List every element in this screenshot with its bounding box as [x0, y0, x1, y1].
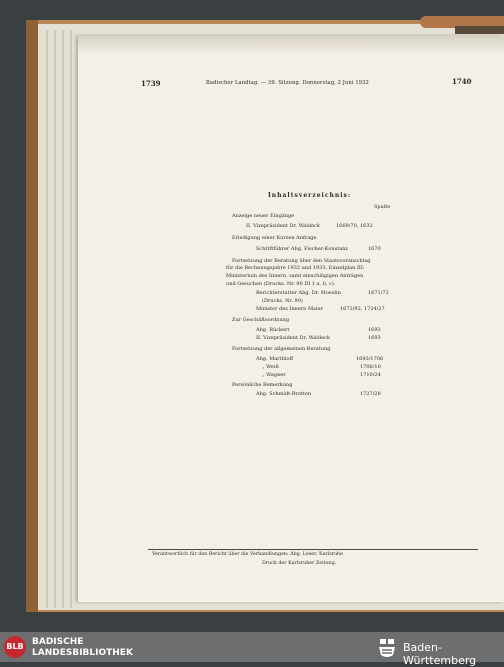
toc-entry: Persönliche Bemerkung — [232, 382, 293, 388]
blb-logo[interactable]: BLB — [4, 636, 26, 658]
page-edge — [62, 30, 64, 608]
toc-entry: Abg. Schmidt-Bretten — [256, 391, 312, 397]
toc-page: 1693 — [368, 335, 381, 341]
toc-page: 1706/10 — [360, 364, 381, 370]
toc-page: 1693 — [368, 327, 381, 333]
library-name[interactable] — [32, 637, 133, 659]
toc-entry: II. Vizepräsident Dr. Waldeck — [246, 223, 320, 229]
footer-rule — [148, 549, 478, 550]
running-head: Badischer Landtag. — 39. Sitzung. Donnerstag, 2 Juni 1932 — [206, 80, 369, 86]
toc-page: 1670 — [368, 246, 381, 252]
toc-entry: Zur Geschäftsordnung — [232, 317, 290, 323]
library-name-line2: LANDESBIBLIOTHEK — [32, 648, 133, 658]
toc-page: 1693/1706 — [356, 356, 384, 362]
toc-entry: II. Vizepräsident Dr. Waldeck — [256, 335, 330, 341]
page-shade — [78, 36, 504, 54]
page-edge — [70, 30, 72, 608]
toc-entry: Schriftführer Abg. Fischer-Konstanz — [256, 246, 349, 252]
coat-of-arms-icon[interactable] — [377, 636, 397, 658]
toc-page: 1710/24 — [360, 372, 381, 378]
toc-entry: Fortsetzung der allgemeinen Beratung — [232, 346, 331, 352]
library-name-line1: BADISCHE — [32, 637, 84, 647]
toc-entry: Minister des Innern Maier — [256, 306, 323, 312]
toc-entry: „ Wagner — [262, 372, 286, 378]
footer-printer: Druck der Karlsruher Zeitung. — [262, 561, 337, 566]
toc-entry: (Drucks. Nr. 90) — [262, 298, 303, 304]
toc-entry: für die Rechnungsjahre 1932 und 1933, Einzelplan III: — [226, 265, 365, 271]
toc-page: 1669/70, 1632 — [336, 223, 373, 229]
right-page-number: 1740 — [452, 77, 472, 86]
toc-entry: Abg. Marthloff — [256, 356, 294, 362]
toc-entry: Anzeige neuer Eingänge — [232, 213, 295, 219]
toc-page: 1727/28 — [360, 391, 381, 397]
column-header: Spalte — [374, 204, 391, 210]
state-name[interactable]: Baden-Württemberg — [403, 641, 477, 667]
toc-entry: Berichterstatter Abg. Dr. Moeslin — [256, 290, 341, 296]
toc-page: 1671/72 — [368, 290, 389, 296]
bookmark-shadow — [455, 26, 504, 34]
book-spine — [26, 20, 38, 612]
toc-entry: Abg. Rückert — [256, 327, 290, 333]
toc-entry: Ministerium des Innern, samt einschlägigen Anträgen — [226, 273, 364, 279]
document-page — [78, 36, 504, 602]
toc-entry: „ Weiß — [262, 364, 279, 370]
footer-responsible: Verantwortlich für den Bericht über die Verhandlungen: Abg. Leser, Karlsruhe — [152, 552, 343, 557]
toc-page: 1672/92, 1724/27 — [340, 306, 385, 312]
toc-entry: Erledigung einer Kurzen Anfrage — [232, 235, 317, 241]
section-title: Inhaltsverzeichnis: — [268, 192, 352, 199]
page-edge — [46, 30, 48, 608]
toc-entry: und Gesuchen (Drucks. Nr. 90 III 1 a, b, c). — [226, 281, 336, 287]
toc-entry: Fortsetzung der Beratung über den Staatsvoranschlag — [232, 258, 371, 264]
page-edge — [54, 30, 56, 608]
left-page-number: 1739 — [141, 79, 161, 88]
